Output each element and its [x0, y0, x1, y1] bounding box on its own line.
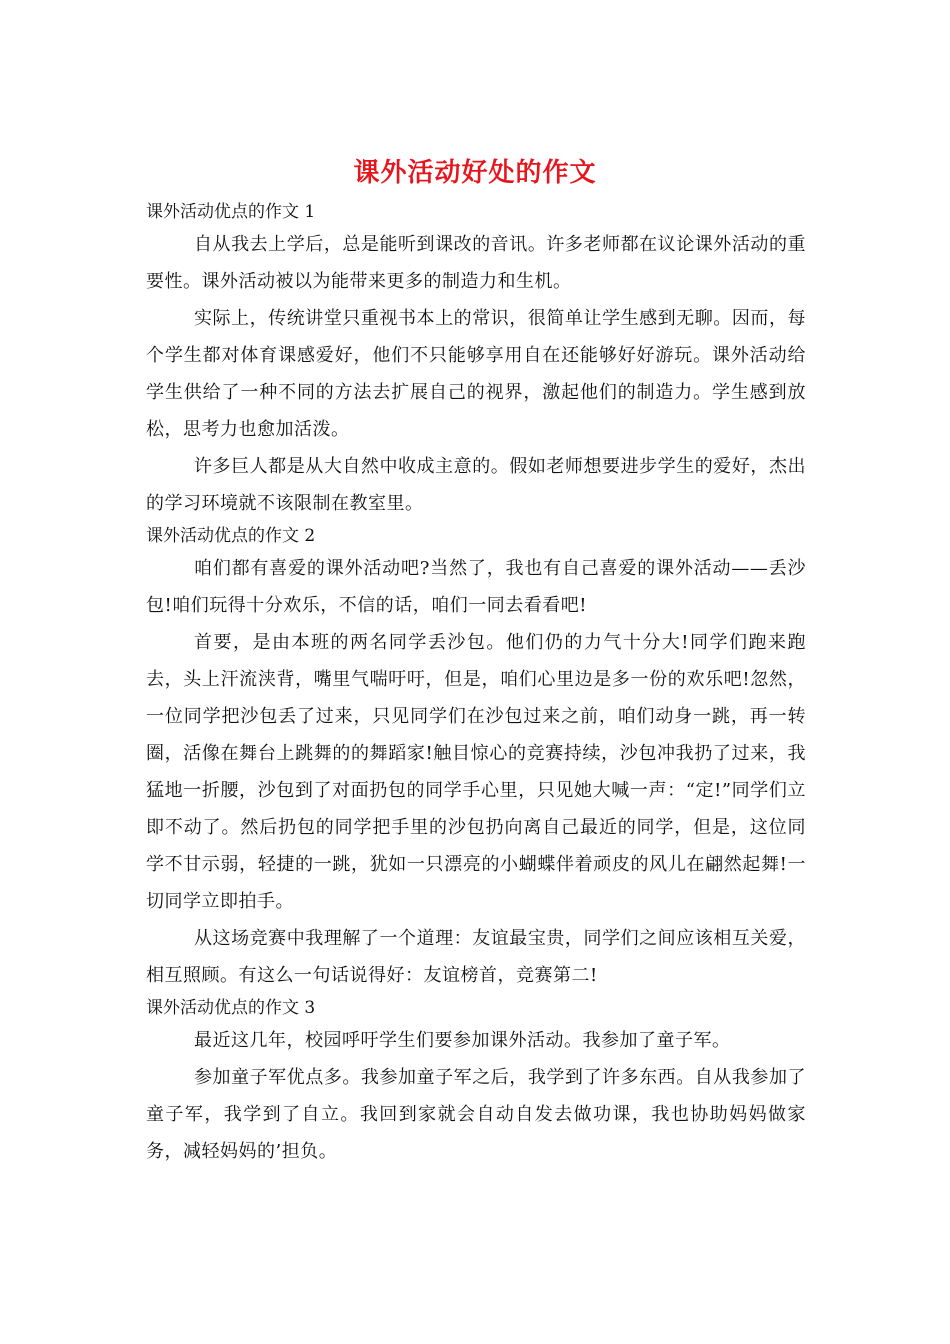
- paragraph: 最近这几年，校园呼吁学生们要参加课外活动。我参加了童子军。: [194, 1030, 731, 1051]
- document-body: [146, 198, 806, 1170]
- paragraph: 咱们都有喜爱的课外活动吧?当然了，我也有自己喜爱的课外活动——丢沙包!咱们玩得十分欢乐，不信的话，咱们一同去看看吧!: [146, 558, 806, 616]
- paragraph: 许多巨人都是从大自然中收成主意的。假如老师想要进步学生的爱好，杰出的学习环境就不该限制在教室里。: [146, 456, 806, 514]
- paragraph: 首要，是由本班的两名同学丢沙包。他们仍的力气十分大!同学们跑来跑去，头上汗流浃背，嘴里气喘吁吁，但是，咱们心里边是多一份的欢乐吧!忽然，一位同学把沙包丢了过来，只见同学们在沙包过来之前，咱们动身一跳，再一转圈，活像在舞台上跳舞的的舞蹈家!触目惊心的竞赛持续，沙包冲我扔了过来，我猛地一折腰，沙包到了对面扔包的同学手心里，只见她大喊一声：“定!”同学们立即不动了。然后扔包的同学把手里的沙包扔向离自己最近的同学，但是，这位同学不甘示弱，轻捷的一跳，犹如一只漂亮的小蝴蝶伴着顽皮的风儿在翩然起舞!一切同学立即拍手。: [146, 632, 806, 912]
- paragraph: 从这场竞赛中我理解了一个道理：友谊最宝贵，同学们之间应该相互关爱，相互照顾。有这么一句话说得好：友谊榜首，竞赛第二!: [146, 928, 806, 986]
- essay-section-1: [146, 198, 806, 522]
- paragraph: 实际上，传统讲堂只重视书本上的常识，很简单让学生感到无聊。因而，每个学生都对体育课感爱好，他们不只能够享用自在还能够好好游玩。课外活动给学生供给了一种不同的方法去扩展自己的视界，激起他们的制造力。学生感到放松，思考力也愈加活泼。: [146, 308, 806, 440]
- section-heading: 课外活动优点的作文 1: [146, 202, 316, 222]
- paragraph: 参加童子军优点多。我参加童子军之后，我学到了许多东西。自从我参加了童子军，我学到了自立。我回到家就会自动自发去做功课，我也协助妈妈做家务，减轻妈妈的’担负。: [146, 1067, 806, 1162]
- section-heading: 课外活动优点的作文 2: [146, 526, 316, 546]
- essay-section-2: [146, 522, 806, 994]
- essay-section-3: [146, 994, 806, 1170]
- paragraph: 自从我去上学后，总是能听到课改的音讯。许多老师都在议论课外活动的重要性。课外活动被以为能带来更多的制造力和生机。: [146, 234, 806, 292]
- document-title: 课外活动好处的作文: [353, 158, 597, 188]
- section-heading: 课外活动优点的作文 3: [146, 998, 316, 1018]
